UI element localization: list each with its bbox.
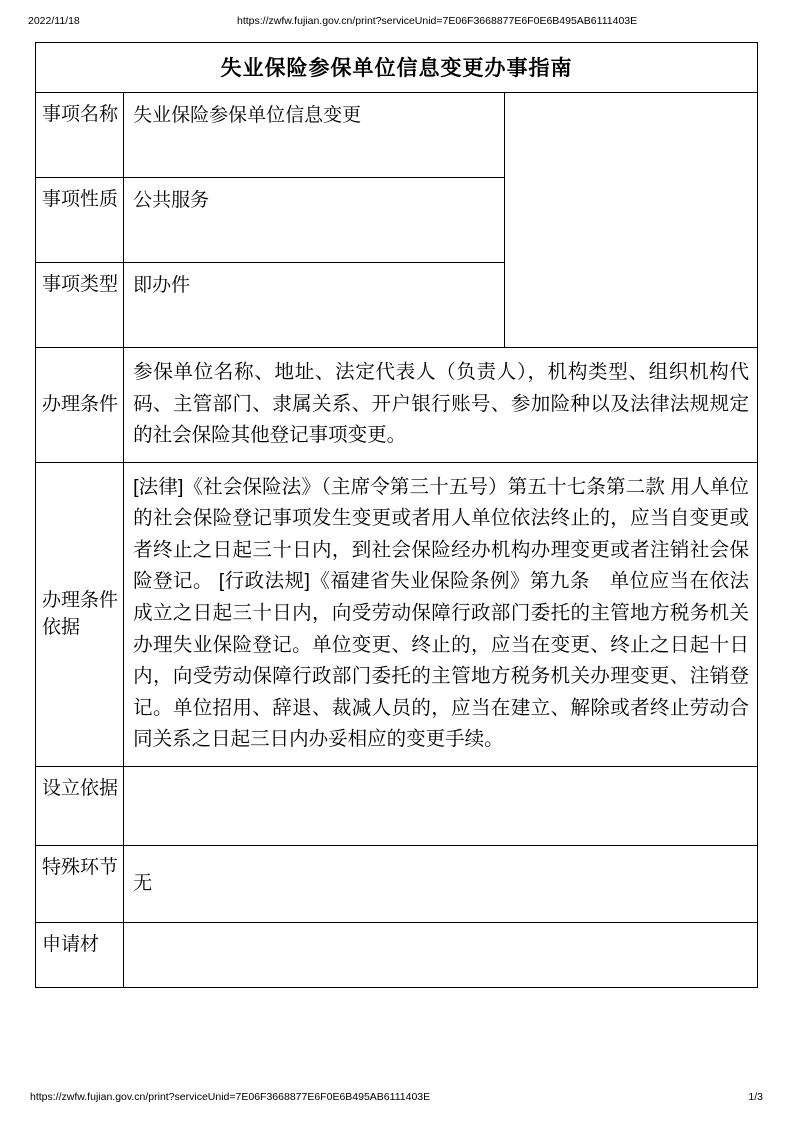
print-footer bbox=[0, 1091, 793, 1105]
row-label-item-nature: 事项性质 bbox=[36, 178, 124, 263]
row-value-establishment-basis bbox=[124, 766, 758, 845]
row-label-special-step: 特殊环节 bbox=[36, 845, 124, 922]
page-title: 失业保险参保单位信息变更办事指南 bbox=[36, 43, 758, 93]
print-footer-url: https://zwfw.fujian.gov.cn/print?serviceUnid=7E06F3668877E6F0E6B495AB6111403E bbox=[30, 1091, 431, 1103]
row-value-item-type: 即办件 bbox=[124, 263, 505, 348]
print-header bbox=[0, 14, 793, 28]
row-label-conditions: 办理条件 bbox=[36, 348, 124, 463]
row-side-blank bbox=[504, 93, 757, 348]
print-date: 2022/11/18 bbox=[28, 15, 80, 27]
row-value-conditions: 参保单位名称、地址、法定代表人（负责人），机构类型、组织机构代码、主管部门、隶属关系、开户银行账号、参加险种以及法律法规规定的社会保险其他登记事项变更。 bbox=[124, 348, 758, 463]
row-label-condition-basis: 办理条件依据 bbox=[36, 462, 124, 766]
row-value-condition-basis: [法律]《社会保险法》（主席令第三十五号）第五十七条第二款 用人单位的社会保险登记事项发生变更或者用人单位依法终止的，应当自变更或者终止之日起三十日内，到社会保险经办机构办理变更或者注销社会保险登记。 [行政法规]《福建省失业保险条例》第九条 单位应当在依法成立之日起三十日内，向受劳动保障行政部门委托的主管地方税务机关办理失业保险登记。单位变更、终止的，应当在变更、终止之日起十日内，向受劳动保障行政部门委托的主管地方税务机关办理变更、注销登记。单位招用、辞退、裁减人员的，应当在建立、解除或者终止劳动合同关系之日起三日内办妥相应的变更手续。 bbox=[124, 462, 758, 766]
row-value-special-step: 无 bbox=[124, 845, 758, 922]
table-row bbox=[36, 922, 758, 987]
row-label-establishment-basis: 设立依据 bbox=[36, 766, 124, 845]
row-label-application-material: 申请材 bbox=[36, 922, 124, 987]
row-label-item-name: 事项名称 bbox=[36, 93, 124, 178]
table-row-title bbox=[36, 43, 758, 93]
row-value-application-material bbox=[124, 922, 758, 987]
table-row bbox=[36, 93, 758, 178]
print-header-url: https://zwfw.fujian.gov.cn/print?serviceUnid=7E06F3668877E6F0E6B495AB6111403E bbox=[237, 15, 638, 27]
table-row bbox=[36, 845, 758, 922]
table-row bbox=[36, 462, 758, 766]
document-body bbox=[35, 42, 758, 988]
table-row bbox=[36, 766, 758, 845]
row-value-item-name: 失业保险参保单位信息变更 bbox=[124, 93, 505, 178]
row-label-item-type: 事项类型 bbox=[36, 263, 124, 348]
guide-table bbox=[35, 42, 758, 988]
table-row bbox=[36, 348, 758, 463]
row-value-item-nature: 公共服务 bbox=[124, 178, 505, 263]
print-page-number: 1/3 bbox=[748, 1091, 763, 1103]
